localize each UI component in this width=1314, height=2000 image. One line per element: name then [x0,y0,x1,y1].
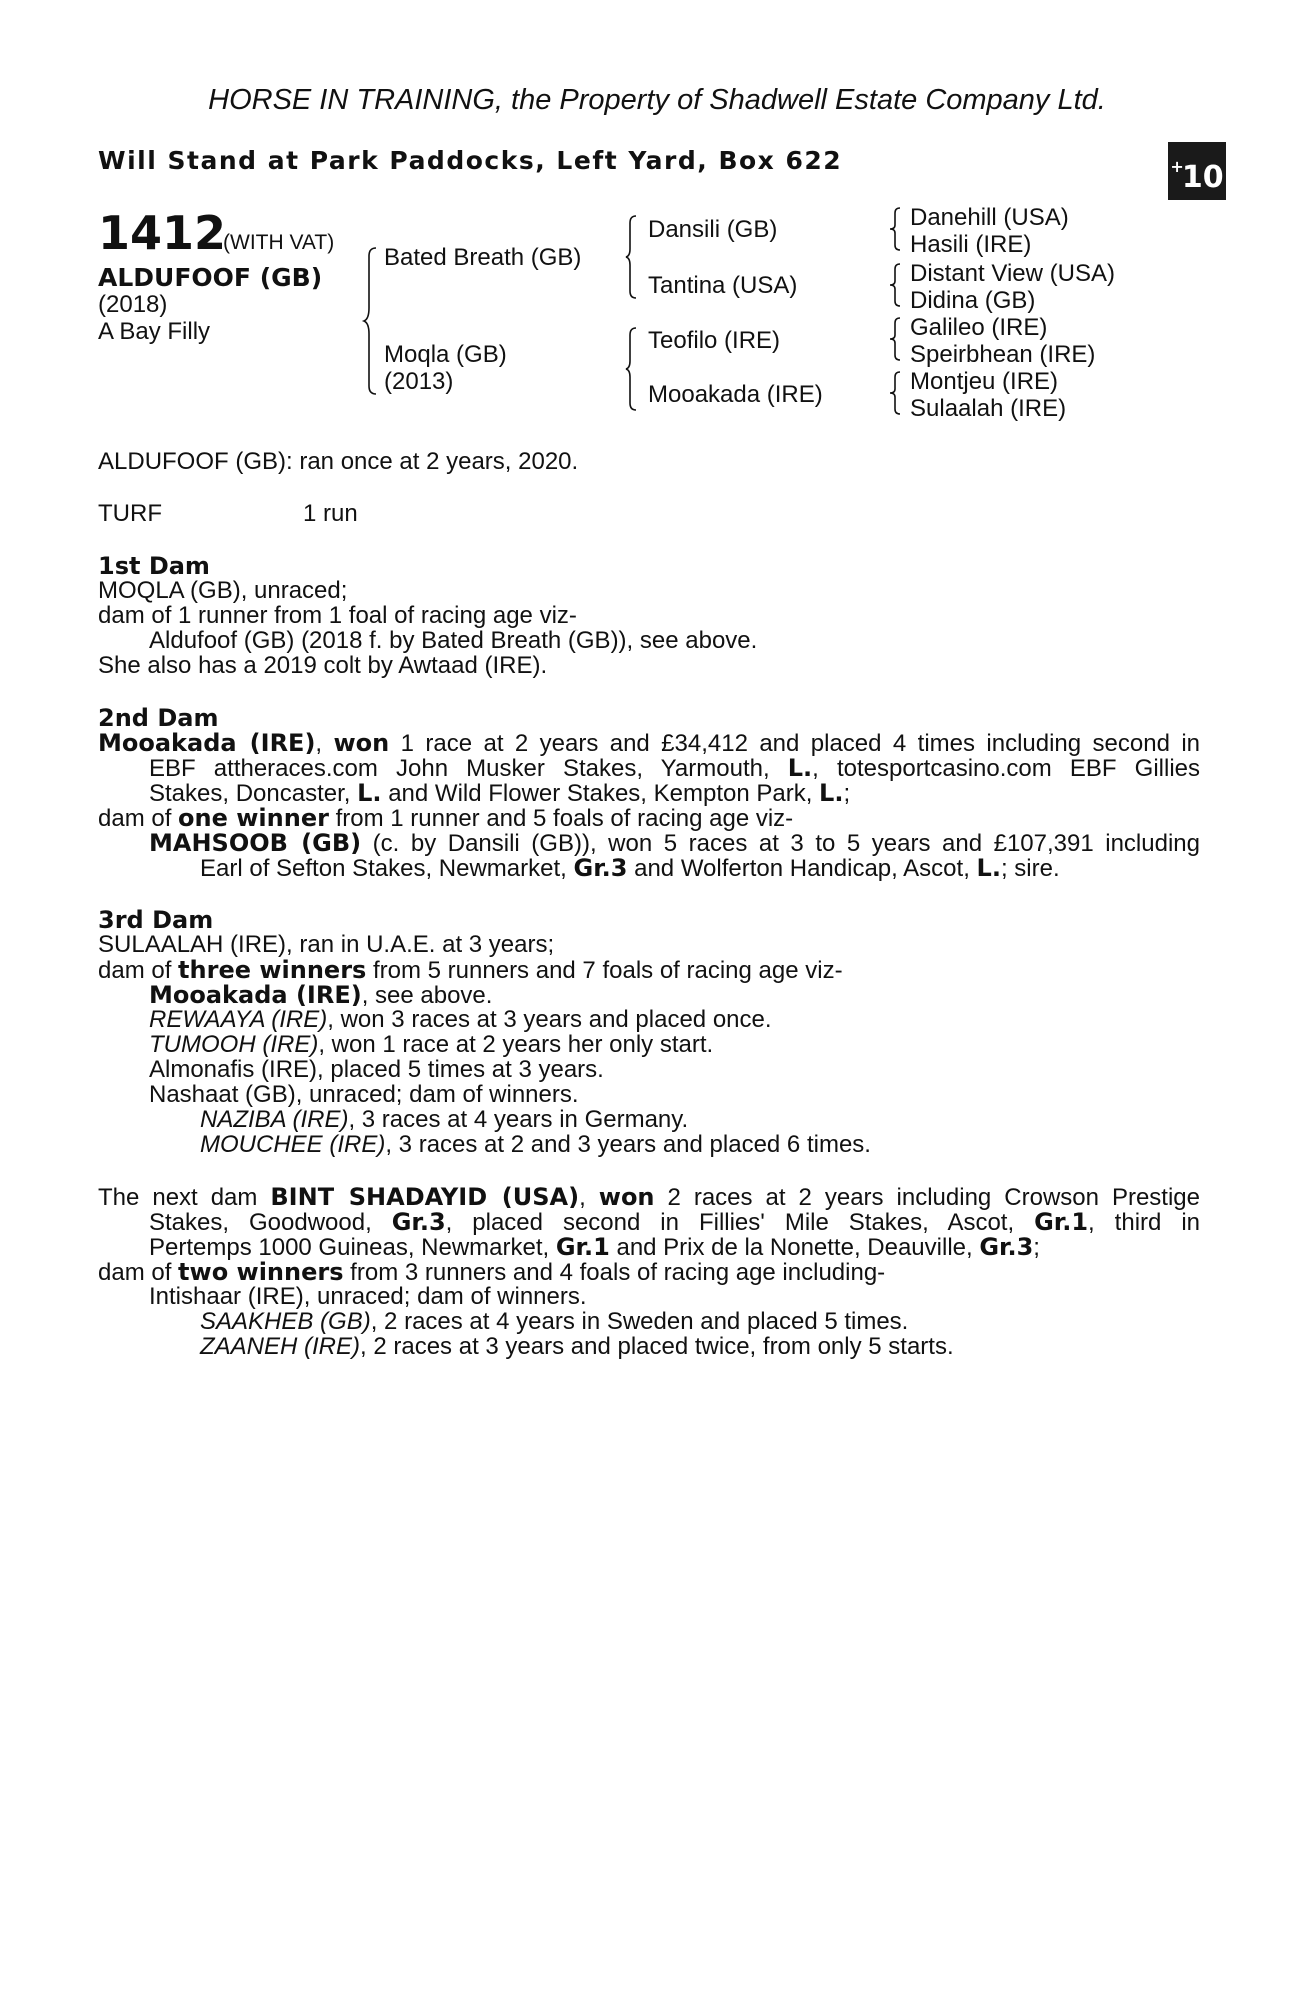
ancestor: Galileo (IRE) [910,314,1048,341]
next-dam-line: Stakes, Goodwood, Gr.3, placed second in Fillies' Mile Stakes, Ascot, Gr.1, third in [149,1208,1200,1236]
sire-sire: Dansili (GB) [648,216,778,243]
section-heading: 1st Dam [98,552,210,580]
dam3-line: dam of three winners from 5 runners and 7 foals of racing age viz- [98,956,843,984]
gen3-bracket-icon [890,316,902,362]
sire-dam: Tantina (USA) [648,272,798,299]
dam3-line: TUMOOH (IRE), won 1 race at 2 years her only start. [149,1031,714,1058]
dam-dam: Mooakada (IRE) [648,381,823,408]
dam1-line: Aldufoof (GB) (2018 f. by Bated Breath (GB)), see above. [149,627,758,654]
ancestor: Distant View (USA) [910,260,1115,287]
dam2-line: Stakes, Doncaster, L. and Wild Flower Stakes, Kempton Park, L.; [149,779,851,807]
ancestor: Danehill (USA) [910,204,1069,231]
next-dam-line: The next dam BINT SHADAYID (USA), won 2 races at 2 years including Crowson Prestige [98,1183,1201,1211]
dam3-line: SULAALAH (IRE), ran in U.A.E. at 3 years; [98,931,555,958]
dam3-line: Mooakada (IRE), see above. [149,981,493,1009]
vat-note: (WITH VAT) [223,231,335,254]
next-dam-line: ZAANEH (IRE), 2 races at 3 years and placed twice, from only 5 starts. [200,1333,954,1360]
dam2-line: Mooakada (IRE), won 1 race at 2 years and £34,412 and placed 4 times including second in [98,729,1200,757]
ancestor: Hasili (IRE) [910,231,1032,258]
horse-year: (2018) [98,291,168,318]
sire: Bated Breath (GB) [384,244,582,271]
runs: 1 run [303,500,358,527]
dam3-line: MOUCHEE (IRE), 3 races at 2 and 3 years and placed 6 times. [200,1131,871,1158]
catalogue-header: HORSE IN TRAINING, the Property of Shadwell Estate Company Ltd. [208,84,1106,116]
dam1-line: dam of 1 runner from 1 foal of racing age viz- [98,602,577,629]
gen3-bracket-icon [890,206,902,252]
dam-year: (2013) [384,368,454,395]
next-dam-line: SAAKHEB (GB), 2 races at 4 years in Sweden and placed 5 times. [200,1308,909,1335]
ancestor: Speirbhean (IRE) [910,341,1096,368]
sire-bracket-icon [626,214,638,300]
ancestor: Sulaalah (IRE) [910,395,1067,422]
dam3-line: REWAAYA (IRE), won 3 races at 3 years and placed once. [149,1006,772,1033]
dam1-line: She also has a 2019 colt by Awtaad (IRE). [98,652,548,679]
dam3-line: Almonafis (IRE), placed 5 times at 3 years. [149,1056,604,1083]
gen3-bracket-icon [890,370,902,416]
next-dam-line: dam of two winners from 3 runners and 4 foals of racing age including- [98,1258,886,1286]
section-heading: 3rd Dam [98,906,214,934]
section-heading: 2nd Dam [98,704,219,732]
stable-location: Will Stand at Park Paddocks, Left Yard, Box 622 [98,146,843,175]
dam1-line: MOQLA (GB), unraced; [98,577,348,604]
dam2-line: Earl of Sefton Stakes, Newmarket, Gr.3 and Wolferton Handicap, Ascot, L.; sire. [200,854,1060,882]
plus10-badge-icon: +10 [1168,142,1226,200]
horse-description: A Bay Filly [98,318,211,345]
ancestor: Montjeu (IRE) [910,368,1059,395]
surface: TURF [98,500,162,527]
pedigree-bracket-icon [364,246,378,396]
next-dam-line: Intishaar (IRE), unraced; dam of winners. [149,1283,587,1310]
horse-name: ALDUFOOF (GB) [98,263,323,292]
dam3-line: Nashaat (GB), unraced; dam of winners. [149,1081,579,1108]
lot-number: 1412 [98,206,227,260]
gen3-bracket-icon [890,262,902,308]
race-summary: ALDUFOOF (GB): ran once at 2 years, 2020. [98,448,579,475]
dam2-line: MAHSOOB (GB) (c. by Dansili (GB)), won 5 races at 3 to 5 years and £107,391 including [149,829,1200,857]
dam2-line: dam of one winner from 1 runner and 5 foals of racing age viz- [98,804,794,832]
dam3-line: NAZIBA (IRE), 3 races at 4 years in Germany. [200,1106,689,1133]
next-dam-line: Pertemps 1000 Guineas, Newmarket, Gr.1 and Prix de la Nonette, Deauville, Gr.3; [149,1233,1040,1261]
ancestor: Didina (GB) [910,287,1036,314]
dam-bracket-icon [626,326,638,412]
dam: Moqla (GB) [384,341,507,368]
dam2-line: EBF attheraces.com John Musker Stakes, Yarmouth, L., totesportcasino.com EBF Gillies [149,754,1200,782]
dam-sire: Teofilo (IRE) [648,327,781,354]
